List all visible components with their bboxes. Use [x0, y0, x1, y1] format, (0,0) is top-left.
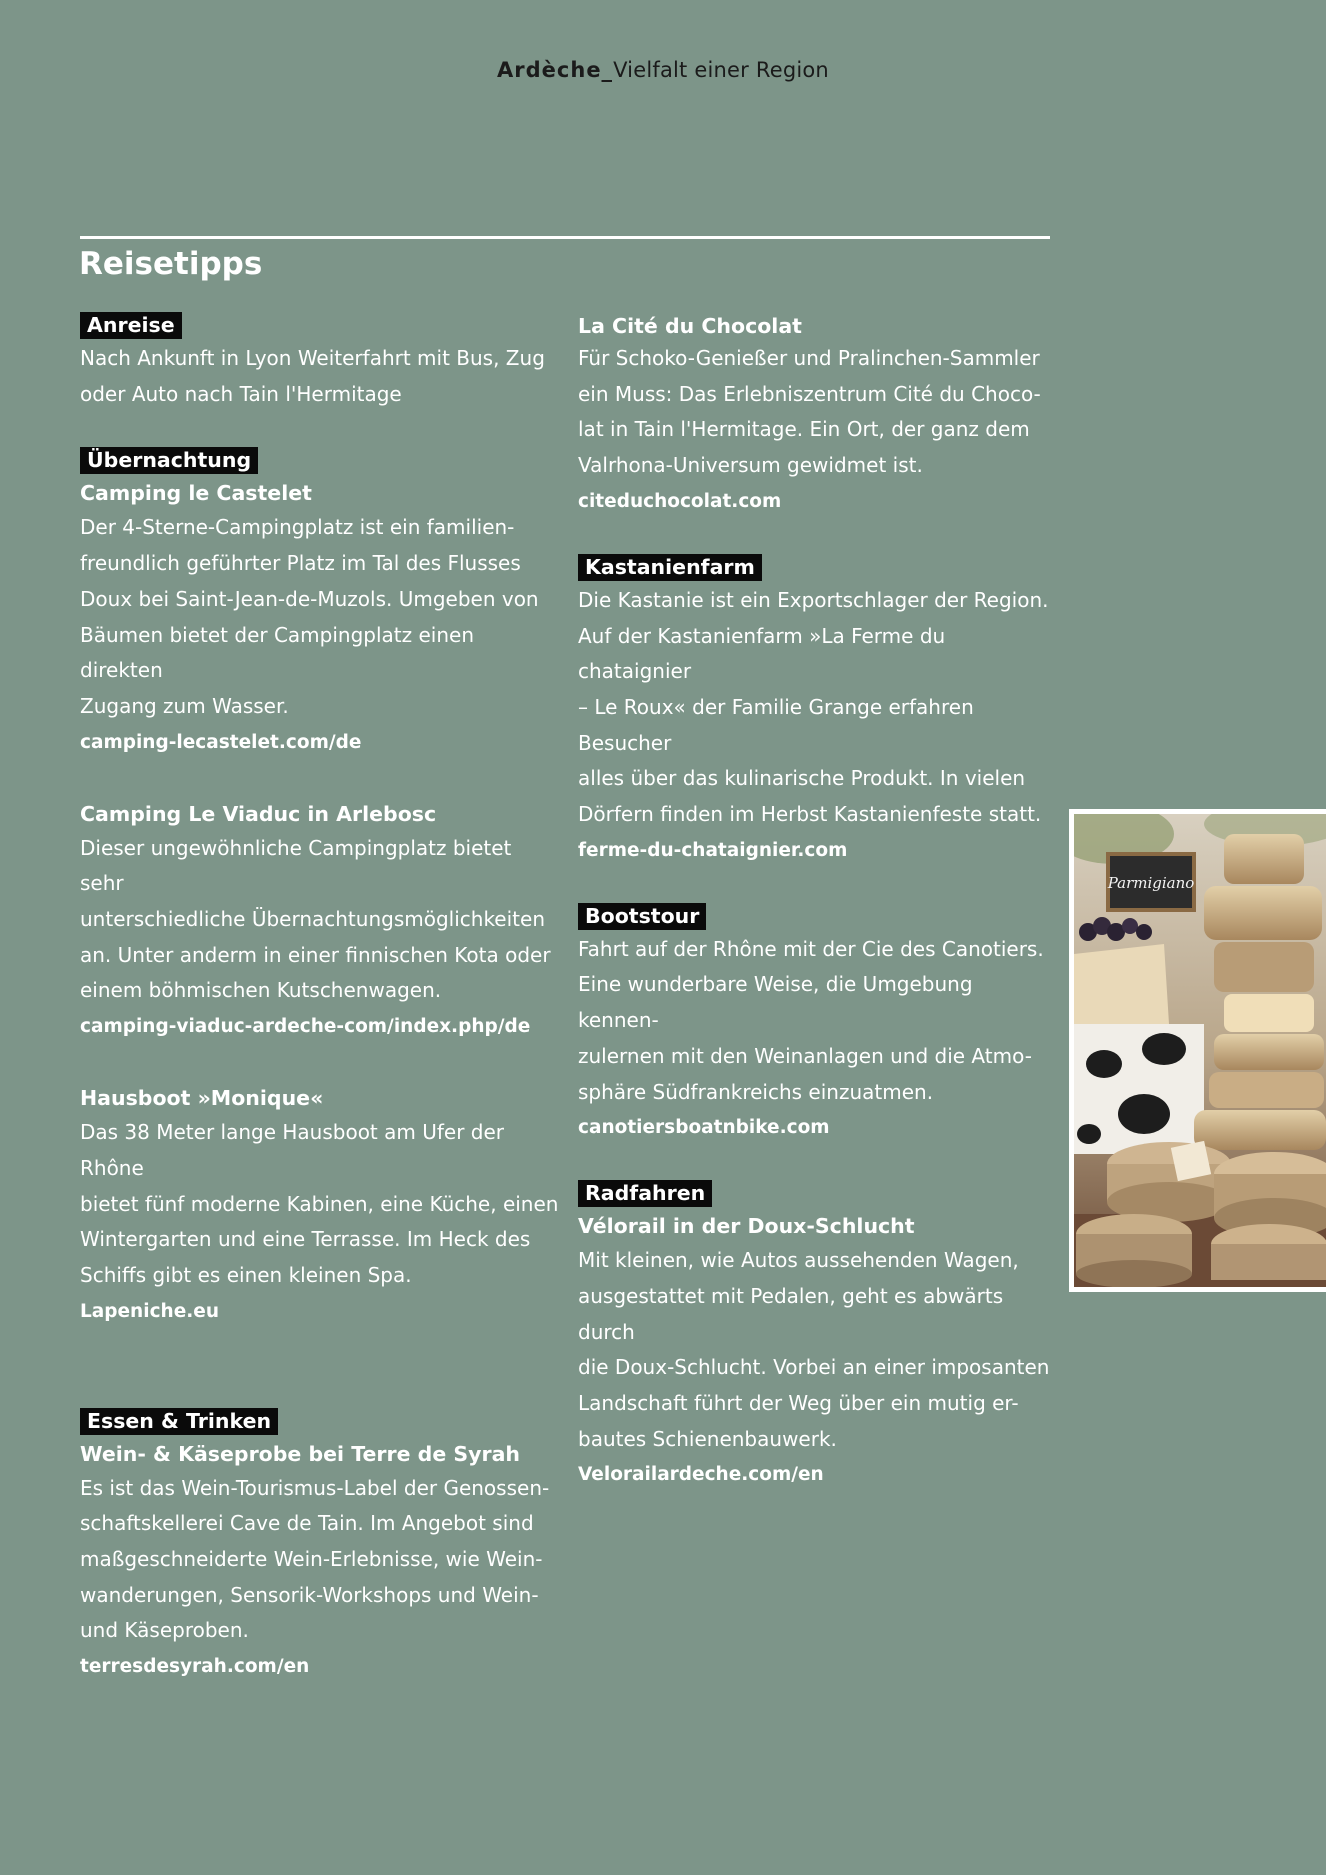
text-line: Schiffs gibt es einen kleinen Spa. — [80, 1262, 412, 1287]
link-kastanien[interactable]: ferme-du-chataignier.com — [578, 839, 848, 861]
text-line: Valrhona-Universum gewidmet ist. — [578, 453, 923, 478]
text-line: freundlich geführter Platz im Tal des Flusses — [80, 551, 521, 576]
right-column — [578, 312, 1058, 1493]
text-castelet — [80, 510, 560, 724]
link-chocolat[interactable]: citeduchocolat.com — [578, 490, 782, 512]
text-line: Landschaft führt der Weg über ein mutig er- — [578, 1391, 1019, 1416]
text-viaduc — [80, 831, 560, 1010]
section-chocolat — [578, 312, 1058, 520]
heading-castelet: Camping le Castelet — [80, 481, 312, 506]
text-line: Mit kleinen, wie Autos aussehenden Wagen, — [578, 1248, 1019, 1273]
header-brand: Ardèche_ — [497, 58, 614, 82]
sign-label: Parmigiano — [1107, 874, 1195, 892]
text-line: maßgeschneiderte Wein-Erlebnisse, wie Wein- — [80, 1547, 543, 1572]
text-line: Nach Ankunft in Lyon Weiterfahrt mit Bus, Zug — [80, 346, 545, 370]
heading-chocolat: La Cité du Chocolat — [578, 314, 802, 338]
text-line: an. Unter anderm in einer finnischen Kota oder — [80, 942, 551, 967]
text-line: zulernen mit den Weinanlagen und die Atmo- — [578, 1043, 1032, 1068]
text-line: ein Muss: Das Erlebniszentrum Cité du Choco- — [578, 381, 1041, 406]
heading-velorail: Vélorail in der Doux-Schlucht — [578, 1214, 915, 1239]
text-line: Eine wunderbare Weise, die Umgebung kennen- — [578, 972, 973, 1033]
text-line: Bäumen bietet der Campingplatz einen direkten — [80, 622, 475, 683]
text-bootstour — [578, 932, 1058, 1111]
text-line: Es ist das Wein-Tourismus-Label der Genossen- — [80, 1475, 550, 1500]
text-line: Fahrt auf der Rhône mit der Cie des Canotiers. — [578, 936, 1044, 961]
link-bootstour[interactable]: canotiersboatnbike.com — [578, 1117, 830, 1139]
text-line: Die Kastanie ist ein Exportschlager der Region. — [578, 587, 1049, 612]
link-hausboot[interactable]: Lapeniche.eu — [80, 1300, 220, 1322]
cheese-illustration — [1074, 814, 1326, 1287]
text-line: Für Schoko-Genießer und Pralinchen-Sammler — [578, 346, 1040, 370]
label-radfahren: Radfahren — [578, 1180, 712, 1207]
text-line: Zugang zum Wasser. — [80, 693, 289, 718]
text-line: unterschiedliche Übernachtungsmöglichkeiten — [80, 907, 545, 932]
text-line: die Doux-Schlucht. Vorbei an einer imposanten — [578, 1355, 1050, 1380]
label-kastanien: Kastanienfarm — [578, 554, 762, 581]
label-bootstour: Bootstour — [578, 903, 706, 930]
header-subtitle: Vielfalt einer Region — [613, 58, 829, 82]
text-line: – Le Roux« der Familie Grange erfahren Besucher — [578, 694, 974, 755]
section-radfahren — [578, 1180, 1058, 1493]
text-line: ausgestattet mit Pedalen, geht es abwärts durch — [578, 1283, 1004, 1344]
link-viaduc[interactable]: camping-viaduc-ardeche-com/index.php/de — [80, 1016, 531, 1038]
text-weinprobe — [80, 1471, 560, 1650]
text-line: Doux bei Saint-Jean-de-Muzols. Umgeben von — [80, 586, 539, 611]
text-line: wanderungen, Sensorik-Workshops und Wein- — [80, 1582, 539, 1607]
text-line: und Käseproben. — [80, 1618, 249, 1643]
heading-weinprobe: Wein- & Käseprobe bei Terre de Syrah — [80, 1441, 521, 1466]
page-title: Reisetipps — [79, 246, 263, 282]
text-line: Das 38 Meter lange Hausboot am Ufer der Rhône — [80, 1120, 505, 1180]
label-anreise: Anreise — [80, 312, 182, 339]
text-line: schaftskellerei Cave de Tain. Im Angebot sind — [80, 1511, 534, 1536]
heading-viaduc: Camping Le Viaduc in Arlebosc — [80, 801, 437, 826]
section-essen — [80, 1408, 560, 1686]
text-anreise — [80, 341, 560, 412]
heading-hausboot: Hausboot »Monique« — [80, 1086, 324, 1111]
text-kastanien — [578, 583, 1058, 833]
section-kastanien — [578, 554, 1058, 869]
section-anreise — [80, 312, 560, 412]
text-line: Wintergarten und eine Terrasse. Im Heck des — [80, 1227, 531, 1252]
text-line: sphäre Südfrankreichs einzuatmen. — [578, 1079, 934, 1104]
text-velorail — [578, 1243, 1058, 1457]
link-castelet[interactable]: camping-lecastelet.com/de — [80, 731, 362, 753]
text-line: Dieser ungewöhnliche Campingplatz bietet sehr — [80, 835, 512, 896]
title-rule — [80, 236, 1050, 239]
label-uebernachtung: Übernachtung — [80, 447, 258, 474]
text-line: einem böhmischen Kutschenwagen. — [80, 978, 442, 1003]
text-line: oder Auto nach Tain l'Hermitage — [80, 381, 402, 406]
label-essen: Essen & Trinken — [80, 1408, 278, 1435]
text-line: bietet fünf moderne Kabinen, eine Küche, einen — [80, 1191, 559, 1216]
link-weinprobe[interactable]: terresdesyrah.com/en — [80, 1656, 310, 1678]
section-bootstour — [578, 903, 1058, 1147]
link-velorail[interactable]: Velorailardeche.com/en — [578, 1464, 824, 1486]
text-line: alles über das kulinarische Produkt. In vielen — [578, 766, 1026, 791]
text-line: lat in Tain l'Hermitage. Ein Ort, der ganz dem — [578, 417, 1030, 442]
text-line: Auf der Kastanienfarm »La Ferme du chataignier — [578, 623, 946, 684]
text-line: Der 4-Sterne-Campingplatz ist ein familien- — [80, 515, 515, 540]
text-line: Dörfern finden im Herbst Kastanienfeste statt. — [578, 802, 1042, 827]
text-line: bautes Schienenbauwerk. — [578, 1426, 837, 1451]
page-header — [0, 58, 1326, 82]
section-uebernachtung — [80, 447, 560, 1329]
cheese-photo — [1069, 809, 1326, 1292]
text-chocolat — [578, 341, 1058, 484]
text-hausboot — [80, 1115, 560, 1294]
left-column — [80, 312, 560, 1685]
